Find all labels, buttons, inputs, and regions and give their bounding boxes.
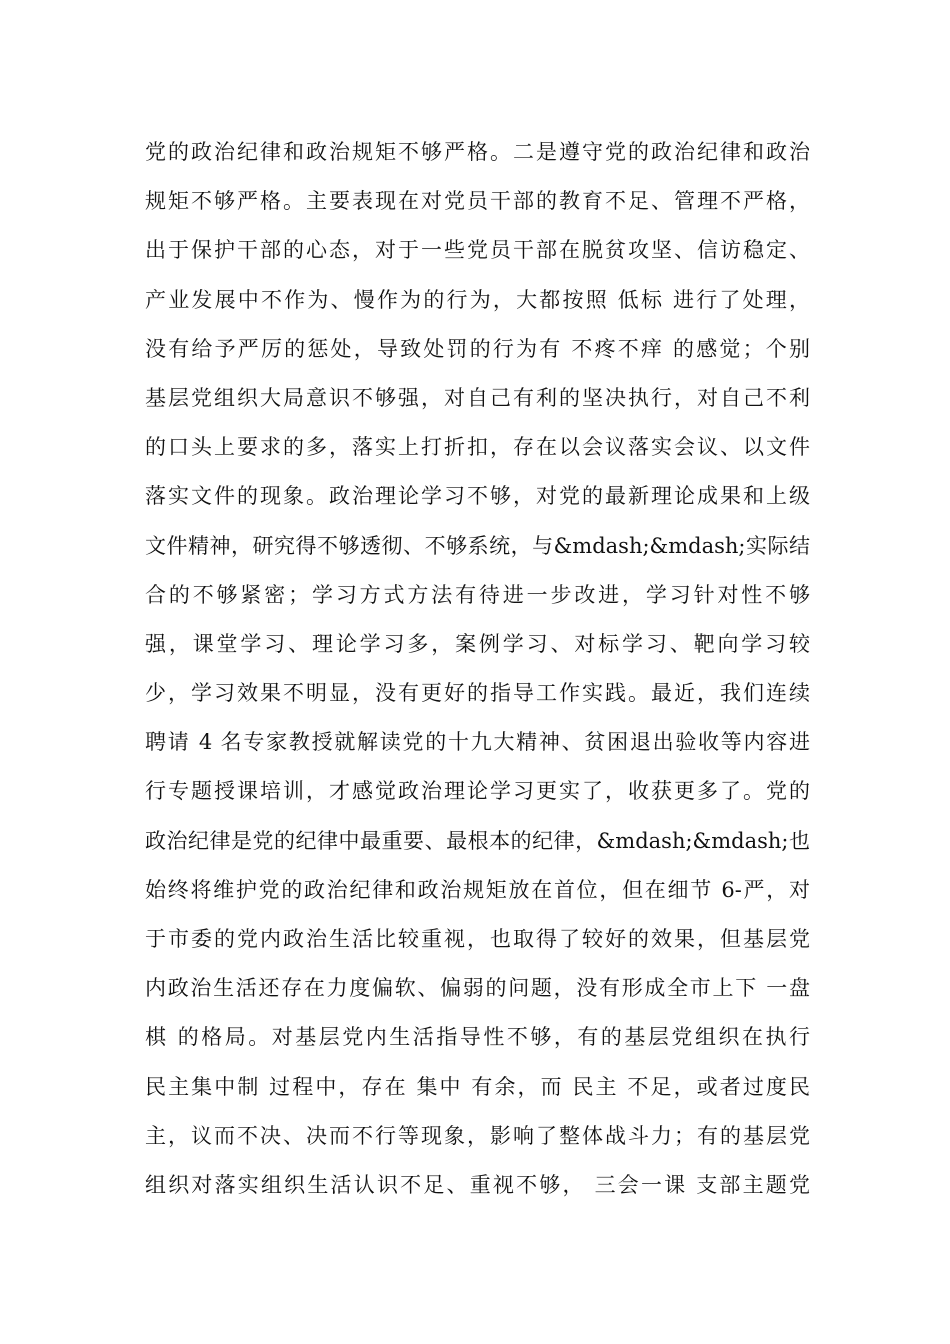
text-line: 政治纪律是党的纪律中最重要、最根本的纪律，&mdash;&mdash;也 xyxy=(145,828,810,853)
text-line: 文件精神，研究得不够透彻、不够系统，与&mdash;&mdash;实际结 xyxy=(145,533,810,558)
text-line: 产业发展中不作为、慢作为的行为，大都按照 低标 进行了处理， xyxy=(145,287,810,312)
text-line: 棋 的格局。对基层党内生活指导性不够，有的基层党组织在执行 xyxy=(145,1025,810,1050)
text-line: 组织对落实组织生活认识不足、重视不够， 三会一课 支部主题党 xyxy=(145,1172,810,1197)
text-line: 于市委的党内政治生活比较重视，也取得了较好的效果，但基层党 xyxy=(145,927,810,951)
text-line: 合的不够紧密；学习方式方法有待进一步改进，学习针对性不够 xyxy=(145,582,810,607)
text-line: 党的政治纪律和政治规矩不够严格。二是遵守党的政治纪律和政治 xyxy=(145,140,810,164)
text-line: 没有给予严厉的惩处，导致处罚的行为有 不疼不痒 的感觉；个别 xyxy=(145,336,810,361)
body-text xyxy=(145,128,810,1210)
text-line: 少，学习效果不明显，没有更好的指导工作实践。最近，我们连续 xyxy=(145,681,810,706)
text-line: 聘请 4 名专家教授就解读党的十九大精神、贫困退出验收等内容进 xyxy=(145,730,810,755)
text-line: 规矩不够严格。主要表现在对党员干部的教育不足、管理不严格， xyxy=(145,189,810,214)
text-line: 主，议而不决、决而不行等现象，影响了整体战斗力；有的基层党 xyxy=(145,1123,810,1148)
text-line: 的口头上要求的多，落实上打折扣，存在以会议落实会议、以文件 xyxy=(145,435,810,460)
text-line: 行专题授课培训，才感觉政治理论学习更实了，收获更多了。党的 xyxy=(145,779,810,804)
text-line: 基层党组织大局意识不够强，对自己有利的坚决执行，对自己不利 xyxy=(145,385,810,410)
text-line: 始终将维护党的政治纪律和政治规矩放在首位，但在细节 6-严，对 xyxy=(145,877,810,902)
text-line: 落实文件的现象。政治理论学习不够，对党的最新理论成果和上级 xyxy=(145,484,810,509)
text-line: 出于保护干部的心态，对于一些党员干部在脱贫攻坚、信访稳定、 xyxy=(145,238,810,263)
text-line: 内政治生活还存在力度偏软、偏弱的问题，没有形成全市上下 一盘 xyxy=(145,976,810,1001)
text-line: 民主集中制 过程中，存在 集中 有余，而 民主 不足，或者过度民 xyxy=(145,1074,810,1099)
text-line: 强，课堂学习、理论学习多，案例学习、对标学习、靶向学习较 xyxy=(145,631,810,656)
